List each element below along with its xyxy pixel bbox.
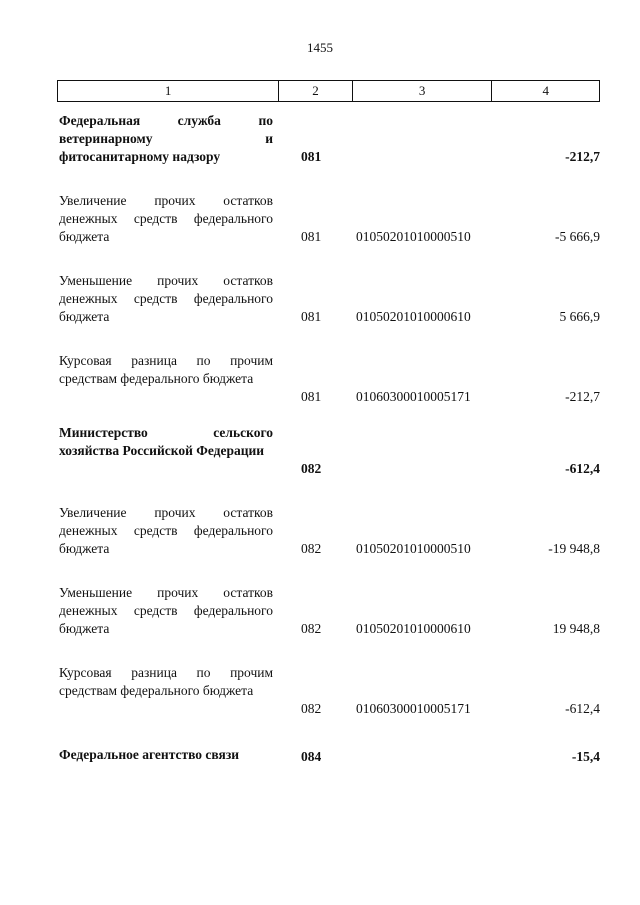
row-name: Увеличение прочих остатков денежных средств федерального бюджета (59, 193, 273, 244)
row-amount: -212,7 (565, 389, 600, 404)
row-name: Курсовая разница по прочим средствам федерального бюджета (59, 665, 273, 698)
table-row (57, 504, 600, 558)
row-amount: -19 948,8 (548, 541, 600, 556)
page-number: 1455 (307, 40, 333, 55)
table-row (57, 112, 600, 166)
row-name: Федеральное агентство связи (59, 747, 240, 762)
row-name: Увеличение прочих остатков денежных средств федерального бюджета (59, 505, 273, 556)
row-amount: 5 666,9 (559, 309, 600, 324)
row-code: 082 (301, 461, 322, 476)
header-col-4: 4 (542, 83, 549, 98)
table-row (57, 272, 600, 326)
row-name: Уменьшение прочих остатков денежных средств федерального бюджета (59, 585, 273, 636)
table-header (57, 80, 600, 102)
row-amount: -612,4 (565, 701, 600, 716)
row-name: Министерство сельского хозяйства Российской Федерации (59, 425, 273, 458)
table-row (57, 352, 600, 406)
row-classification: 01050201010000610 (356, 621, 471, 636)
row-code: 082 (301, 621, 322, 636)
table-row (57, 424, 600, 478)
row-code: 081 (301, 389, 322, 404)
row-code: 084 (301, 749, 322, 764)
row-code: 082 (301, 541, 322, 556)
table-row (57, 584, 600, 638)
row-classification: 01050201010000510 (356, 541, 471, 556)
row-amount: -5 666,9 (555, 229, 600, 244)
row-classification: 01050201010000510 (356, 229, 471, 244)
row-code: 081 (301, 229, 322, 244)
header-col-3: 3 (353, 81, 492, 101)
row-name: Уменьшение прочих остатков денежных средств федерального бюджета (59, 273, 273, 324)
row-classification: 01050201010000610 (356, 309, 471, 324)
row-code: 082 (301, 701, 322, 716)
header-col-2: 2 (279, 81, 353, 101)
header-col-1: 1 (58, 81, 279, 101)
row-amount: 19 948,8 (552, 621, 600, 636)
row-code: 081 (301, 149, 322, 164)
row-code: 081 (301, 309, 322, 324)
row-amount: -15,4 (571, 749, 600, 764)
row-name: Федеральная служба по ветеринарному и фитосанитарному надзору (59, 113, 273, 164)
table-row (57, 664, 600, 718)
row-name: Курсовая разница по прочим средствам федерального бюджета (59, 353, 273, 386)
table-row (57, 192, 600, 246)
table-row (57, 746, 600, 766)
row-amount: -612,4 (565, 461, 600, 476)
row-classification: 01060300010005171 (356, 701, 471, 716)
row-classification: 01060300010005171 (356, 389, 471, 404)
row-amount: -212,7 (565, 149, 600, 164)
